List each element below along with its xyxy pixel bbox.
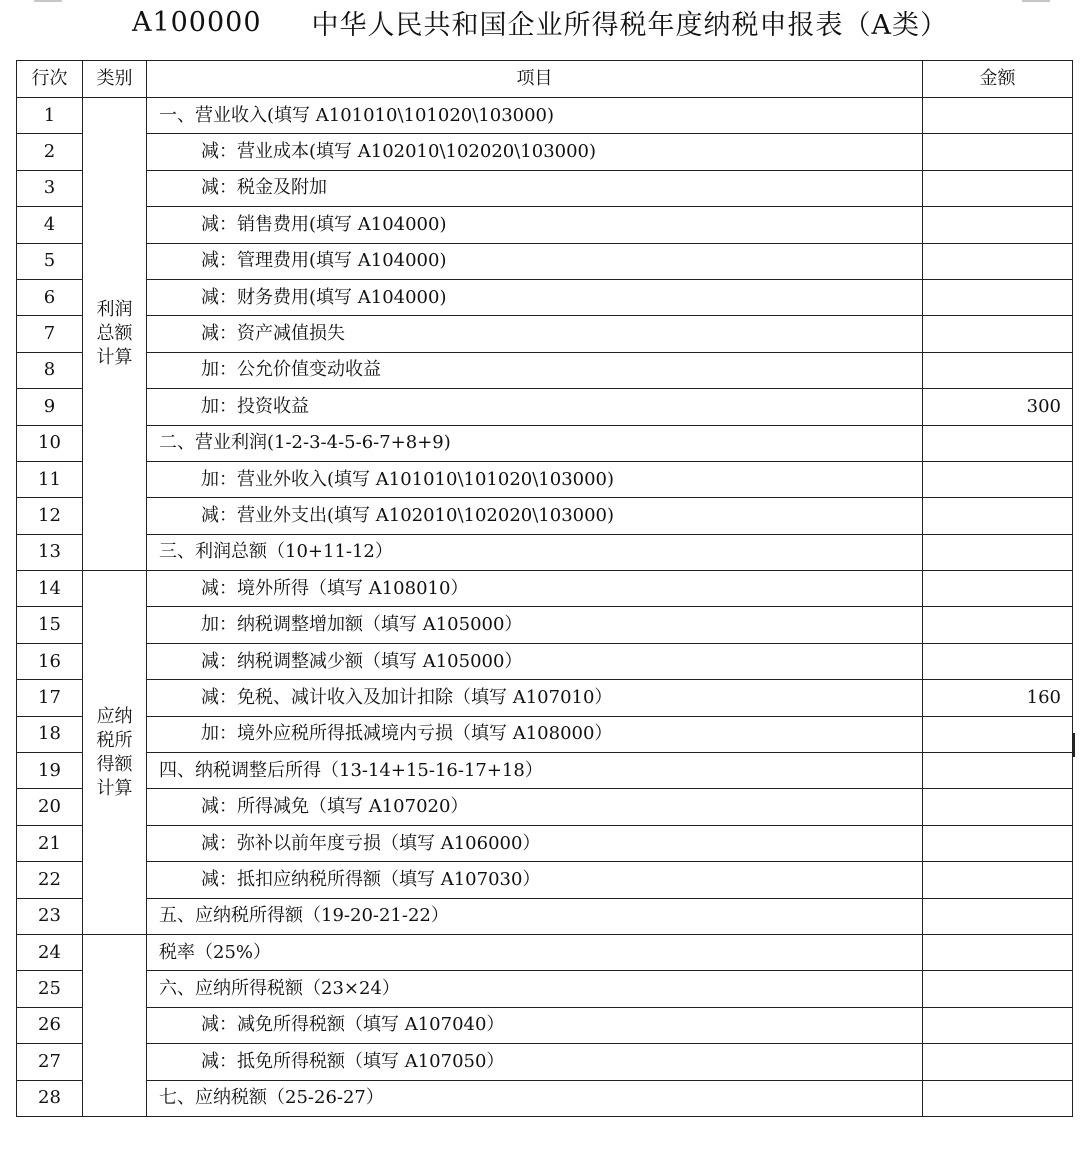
amount-cell[interactable] [923,753,1073,789]
item-description: 加：纳税调整增加额（填写 A105000） [147,607,923,643]
header-amount: 金额 [923,61,1073,98]
item-description: 加：营业外收入(填写 A101010\101020\103000) [147,461,923,497]
table-row [17,243,1073,279]
item-description: 减：销售费用(填写 A104000) [147,207,923,243]
amount-cell[interactable] [923,898,1073,934]
amount-cell[interactable]: 300 [923,389,1073,425]
row-number: 27 [17,1044,83,1080]
table-row [17,498,1073,534]
row-number: 17 [17,680,83,716]
table-row [17,680,1073,716]
row-number: 11 [17,461,83,497]
row-number: 2 [17,134,83,170]
table-row [17,716,1073,752]
table-row [17,934,1073,970]
item-description: 六、应纳所得税额（23×24） [147,971,923,1007]
item-description: 加：投资收益 [147,389,923,425]
item-description: 加：境外应税所得抵减境内亏损（填写 A108000） [147,716,923,752]
row-number: 15 [17,607,83,643]
amount-cell[interactable] [923,1080,1073,1116]
item-description: 三、利润总额（10+11-12） [147,534,923,570]
row-number: 4 [17,207,83,243]
amount-cell[interactable] [923,607,1073,643]
table-row [17,389,1073,425]
table-row [17,643,1073,679]
category-cell-tax [83,934,147,1116]
row-number: 22 [17,862,83,898]
item-description: 二、营业利润(1-2-3-4-5-6-7+8+9) [147,425,923,461]
amount-cell[interactable] [923,461,1073,497]
table-row [17,971,1073,1007]
row-number: 25 [17,971,83,1007]
item-description: 减：抵免所得税额（填写 A107050） [147,1044,923,1080]
amount-cell[interactable] [923,134,1073,170]
table-row [17,789,1073,825]
table-row [17,170,1073,206]
table-row [17,753,1073,789]
amount-cell[interactable] [923,207,1073,243]
table-row [17,207,1073,243]
text-cursor [1073,733,1075,757]
form-code: A100000 [131,6,262,38]
table-header-row [17,61,1073,98]
item-description: 减：所得减免（填写 A107020） [147,789,923,825]
amount-cell[interactable] [923,716,1073,752]
item-description: 减：纳税调整减少额（填写 A105000） [147,643,923,679]
table-row [17,279,1073,315]
item-description: 四、纳税调整后所得（13-14+15-16-17+18） [147,753,923,789]
item-description: 一、营业收入(填写 A101010\101020\103000) [147,98,923,134]
item-description: 减：管理费用(填写 A104000) [147,243,923,279]
row-number: 3 [17,170,83,206]
item-description: 减：弥补以前年度亏损（填写 A106000） [147,825,923,861]
table-row [17,425,1073,461]
amount-cell[interactable] [923,316,1073,352]
category-label: 利润总额计算 [96,299,133,369]
row-number: 6 [17,279,83,315]
row-number: 26 [17,1007,83,1043]
amount-cell[interactable] [923,498,1073,534]
table-row [17,862,1073,898]
amount-cell[interactable] [923,971,1073,1007]
row-number: 12 [17,498,83,534]
row-number: 14 [17,571,83,607]
category-cell-profit [83,98,147,571]
row-number: 21 [17,825,83,861]
row-number: 20 [17,789,83,825]
amount-cell[interactable] [923,789,1073,825]
amount-cell[interactable] [923,571,1073,607]
row-number: 19 [17,753,83,789]
amount-cell[interactable]: 160 [923,680,1073,716]
item-description: 减：免税、减计收入及加计扣除（填写 A107010） [147,680,923,716]
header-row-no: 行次 [17,61,83,98]
header-category: 类别 [83,61,147,98]
category-cell-taxable [83,571,147,935]
item-description: 减：营业外支出(填写 A102010\102020\103000) [147,498,923,534]
item-description: 七、应纳税额（25-26-27） [147,1080,923,1116]
amount-cell[interactable] [923,934,1073,970]
form-title: 中华人民共和国企业所得税年度纳税申报表（A类） [311,9,949,41]
table-row [17,316,1073,352]
item-description: 减：减免所得税额（填写 A107040） [147,1007,923,1043]
item-description: 减：税金及附加 [147,170,923,206]
row-number: 16 [17,643,83,679]
item-description: 减：境外所得（填写 A108010） [147,571,923,607]
table-row [17,1007,1073,1043]
table-row [17,898,1073,934]
amount-cell[interactable] [923,825,1073,861]
item-description: 减：抵扣应纳税所得额（填写 A107030） [147,862,923,898]
item-description: 减：财务费用(填写 A104000) [147,279,923,315]
amount-cell[interactable] [923,862,1073,898]
amount-cell[interactable] [923,1007,1073,1043]
row-number: 24 [17,934,83,970]
item-description: 减：资产减值损失 [147,316,923,352]
category-label: 应纳税所得额计算 [96,705,133,799]
row-number: 7 [17,316,83,352]
table-row [17,461,1073,497]
table-row [17,607,1073,643]
table-row [17,571,1073,607]
table-row [17,352,1073,388]
amount-cell[interactable] [923,425,1073,461]
amount-cell[interactable] [923,279,1073,315]
table-row [17,134,1073,170]
row-number: 1 [17,98,83,134]
table-row [17,825,1073,861]
table-body [17,98,1073,1117]
row-number: 28 [17,1080,83,1116]
amount-cell[interactable] [923,1044,1073,1080]
table-row [17,534,1073,570]
header-item: 项目 [147,61,923,98]
item-description: 减：营业成本(填写 A102010\102020\103000) [147,134,923,170]
page-title [0,0,1080,44]
table-row [17,98,1073,134]
item-description: 税率（25%） [147,934,923,970]
row-number: 9 [17,389,83,425]
amount-cell[interactable] [923,243,1073,279]
row-number: 23 [17,898,83,934]
amount-cell[interactable] [923,643,1073,679]
item-description: 五、应纳税所得额（19-20-21-22） [147,898,923,934]
row-number: 5 [17,243,83,279]
amount-cell[interactable] [923,352,1073,388]
table-row [17,1044,1073,1080]
row-number: 18 [17,716,83,752]
amount-cell[interactable] [923,98,1073,134]
tax-return-table [16,60,1073,1117]
item-description: 加：公允价值变动收益 [147,352,923,388]
amount-cell[interactable] [923,534,1073,570]
row-number: 13 [17,534,83,570]
amount-cell[interactable] [923,170,1073,206]
row-number: 10 [17,425,83,461]
table-row [17,1080,1073,1116]
row-number: 8 [17,352,83,388]
